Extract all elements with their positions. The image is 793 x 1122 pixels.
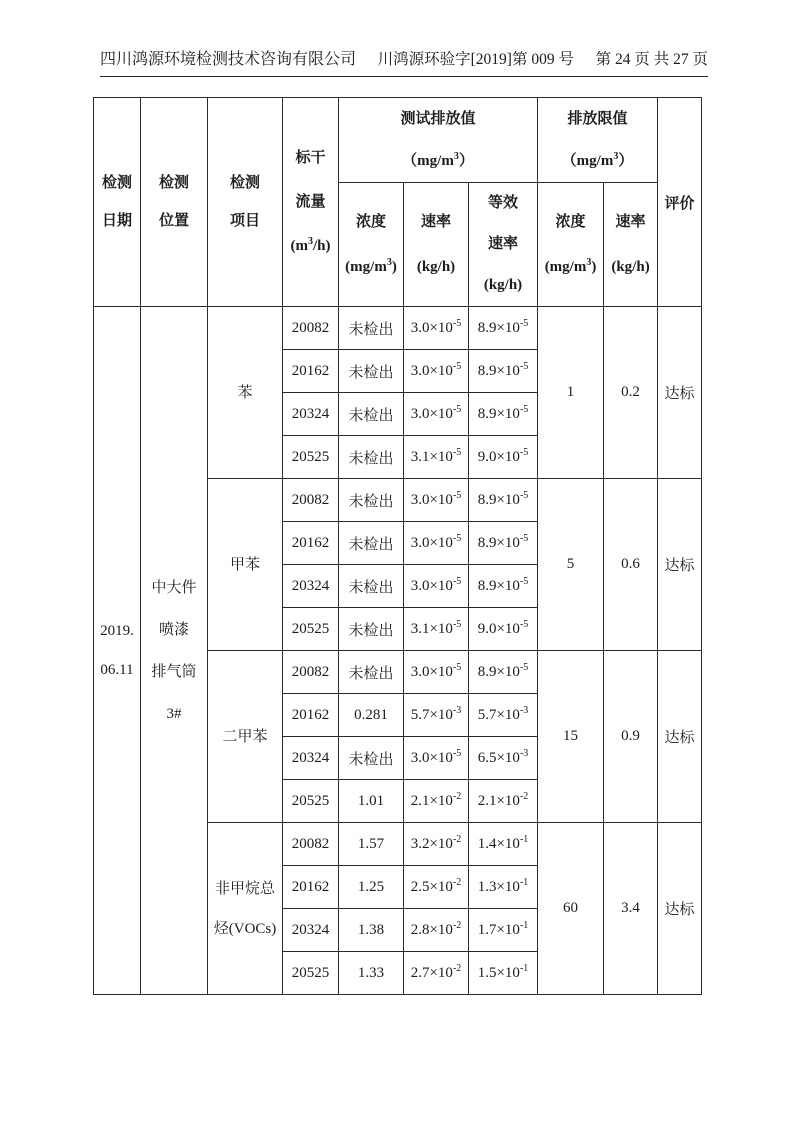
conc-cell: 1.38: [339, 909, 404, 952]
conc-cell: 未检出: [339, 565, 404, 608]
flow-cell: 20324: [283, 393, 339, 436]
item-cell: 二甲苯: [208, 651, 283, 823]
eq-rate-cell: $8.9\times 10^{-5}$: [469, 479, 538, 522]
rate-cell: $3.1\times 10^{-5}$: [404, 436, 469, 479]
flow-cell: 20324: [283, 737, 339, 780]
conc-cell: 1.57: [339, 823, 404, 866]
conc-cell: 未检出: [339, 393, 404, 436]
flow-cell: 20082: [283, 307, 339, 350]
col-header-flow: 标干 流量 $(m^3/h)$: [283, 98, 339, 307]
conc-cell: 1.01: [339, 780, 404, 823]
item-cell: 苯: [208, 307, 283, 479]
flow-cell: 20525: [283, 436, 339, 479]
limit-conc-cell: 15: [538, 651, 604, 823]
rate-cell: $3.0\times 10^{-5}$: [404, 350, 469, 393]
conc-cell: 未检出: [339, 436, 404, 479]
col-header-limit-rate: 速率 (kg/h): [604, 183, 658, 307]
date-cell: 2019. 06.11: [94, 307, 141, 995]
eq-rate-cell: $2.1\times 10^{-2}$: [469, 780, 538, 823]
evaluation-cell: 达标: [658, 651, 702, 823]
flow-cell: 20324: [283, 565, 339, 608]
conc-cell: 1.25: [339, 866, 404, 909]
col-header-test-group: 测试排放值 $(mg/m^3)$: [339, 98, 538, 183]
flow-cell: 20162: [283, 522, 339, 565]
conc-cell: 未检出: [339, 608, 404, 651]
eq-rate-cell: $5.7\times 10^{-3}$: [469, 694, 538, 737]
rate-cell: $2.1\times 10^{-2}$: [404, 780, 469, 823]
eq-rate-cell: $8.9\times 10^{-5}$: [469, 307, 538, 350]
rate-cell: $3.0\times 10^{-5}$: [404, 522, 469, 565]
eq-rate-cell: $9.0\times 10^{-5}$: [469, 436, 538, 479]
col-header-item: 检测 项目: [208, 98, 283, 307]
company-name: 四川鸿源环境检测技术咨询有限公司: [100, 51, 357, 68]
conc-cell: 未检出: [339, 522, 404, 565]
limit-conc-cell: 1: [538, 307, 604, 479]
eq-rate-cell: $9.0\times 10^{-5}$: [469, 608, 538, 651]
rate-cell: $3.0\times 10^{-5}$: [404, 307, 469, 350]
conc-cell: 0.281: [339, 694, 404, 737]
eq-rate-cell: $8.9\times 10^{-5}$: [469, 522, 538, 565]
evaluation-cell: 达标: [658, 823, 702, 995]
conc-cell: 未检出: [339, 350, 404, 393]
page-header: [100, 46, 708, 77]
flow-cell: 20162: [283, 866, 339, 909]
rate-cell: $3.0\times 10^{-5}$: [404, 737, 469, 780]
item-cell: 非甲烷总 烃(VOCs): [208, 823, 283, 995]
limit-conc-cell: 60: [538, 823, 604, 995]
eq-rate-cell: $1.4\times 10^{-1}$: [469, 823, 538, 866]
col-header-evaluation: 评价: [658, 98, 702, 307]
doc-number: 川鸿源环验字[2019]第 009 号: [377, 51, 574, 68]
eq-rate-cell: $8.9\times 10^{-5}$: [469, 393, 538, 436]
rate-cell: $2.5\times 10^{-2}$: [404, 866, 469, 909]
eq-rate-cell: $1.7\times 10^{-1}$: [469, 909, 538, 952]
flow-cell: 20162: [283, 350, 339, 393]
flow-cell: 20082: [283, 651, 339, 694]
conc-cell: 1.33: [339, 952, 404, 995]
rate-cell: $3.0\times 10^{-5}$: [404, 479, 469, 522]
page-number: 第 24 页 共 27 页: [595, 51, 708, 68]
limit-rate-cell: 0.9: [604, 651, 658, 823]
eq-rate-cell: $1.3\times 10^{-1}$: [469, 866, 538, 909]
results-table: [93, 97, 702, 995]
item-cell: 甲苯: [208, 479, 283, 651]
col-header-conc: 浓度 $(mg/m^3)$: [339, 183, 404, 307]
evaluation-cell: 达标: [658, 479, 702, 651]
eq-rate-cell: $8.9\times 10^{-5}$: [469, 350, 538, 393]
col-header-eq-rate: 等效 速率 (kg/h): [469, 183, 538, 307]
col-header-location: 检测 位置: [141, 98, 208, 307]
rate-cell: $2.7\times 10^{-2}$: [404, 952, 469, 995]
col-header-limit-conc: 浓度 $(mg/m^3)$: [538, 183, 604, 307]
rate-cell: $3.0\times 10^{-5}$: [404, 565, 469, 608]
limit-rate-cell: 3.4: [604, 823, 658, 995]
flow-cell: 20525: [283, 608, 339, 651]
rate-cell: $3.0\times 10^{-5}$: [404, 651, 469, 694]
rate-cell: $5.7\times 10^{-3}$: [404, 694, 469, 737]
flow-cell: 20525: [283, 952, 339, 995]
flow-cell: 20324: [283, 909, 339, 952]
limit-rate-cell: 0.2: [604, 307, 658, 479]
rate-cell: $3.1\times 10^{-5}$: [404, 608, 469, 651]
rate-cell: $2.8\times 10^{-2}$: [404, 909, 469, 952]
rate-cell: $3.2\times 10^{-2}$: [404, 823, 469, 866]
conc-cell: 未检出: [339, 651, 404, 694]
eq-rate-cell: $6.5\times 10^{-3}$: [469, 737, 538, 780]
eq-rate-cell: $8.9\times 10^{-5}$: [469, 565, 538, 608]
rate-cell: $3.0\times 10^{-5}$: [404, 393, 469, 436]
flow-cell: 20082: [283, 479, 339, 522]
conc-cell: 未检出: [339, 307, 404, 350]
conc-cell: 未检出: [339, 479, 404, 522]
location-cell: 中大件 喷漆 排气筒 3#: [141, 307, 208, 995]
col-header-date: 检测 日期: [94, 98, 141, 307]
eq-rate-cell: $1.5\times 10^{-1}$: [469, 952, 538, 995]
eq-rate-cell: $8.9\times 10^{-5}$: [469, 651, 538, 694]
col-header-rate: 速率 (kg/h): [404, 183, 469, 307]
flow-cell: 20525: [283, 780, 339, 823]
flow-cell: 20162: [283, 694, 339, 737]
conc-cell: 未检出: [339, 737, 404, 780]
evaluation-cell: 达标: [658, 307, 702, 479]
limit-conc-cell: 5: [538, 479, 604, 651]
limit-rate-cell: 0.6: [604, 479, 658, 651]
col-header-limit-group: 排放限值 $(mg/m^3)$: [538, 98, 658, 183]
flow-cell: 20082: [283, 823, 339, 866]
